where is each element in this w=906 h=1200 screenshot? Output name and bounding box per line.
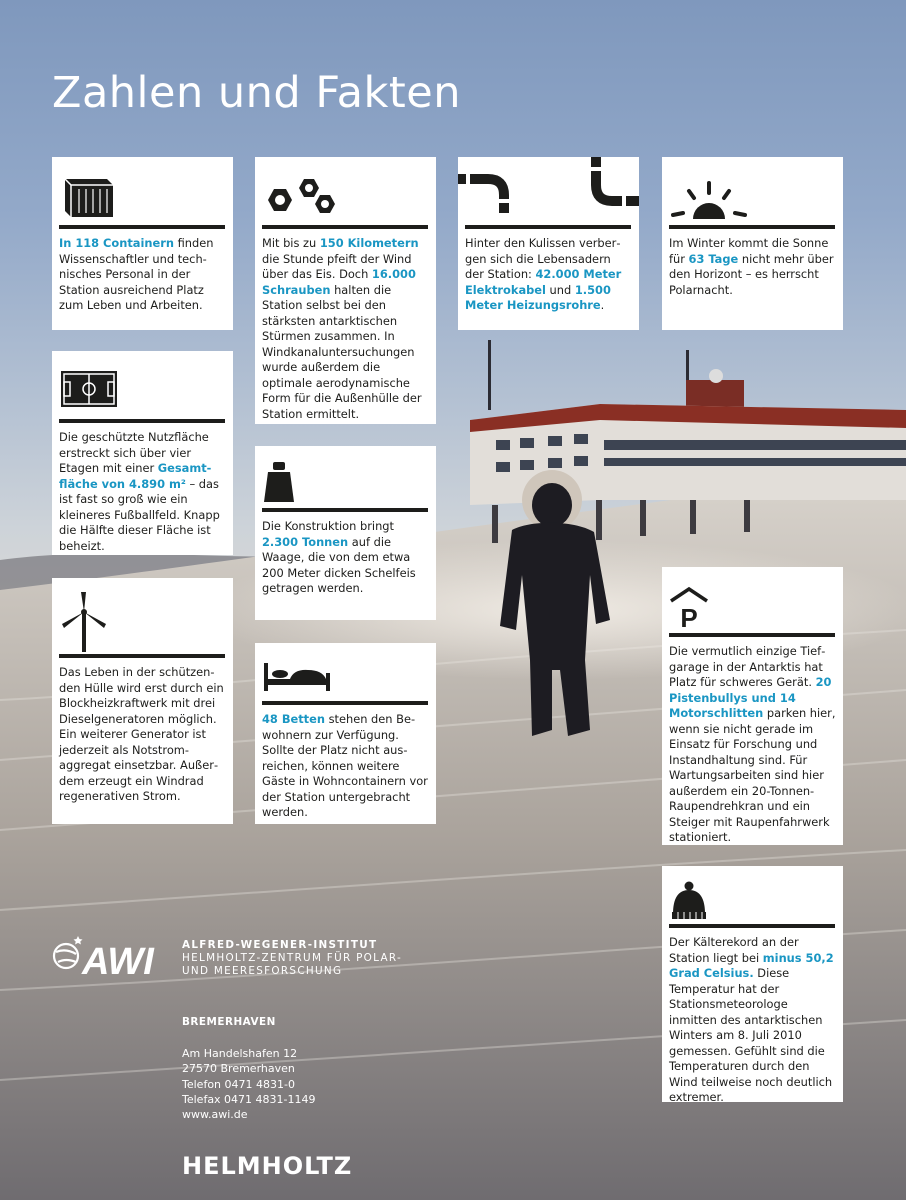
text-segment: Die vermutlich einzige Tiefgarage in der Antarktis hat Platz für schweres Gerät. [669, 644, 826, 689]
card-text [669, 236, 837, 298]
card-text [262, 236, 430, 422]
card-divider [59, 225, 225, 229]
sunset-icon [669, 179, 749, 221]
awi-wordmark: AWI [82, 941, 154, 980]
highlight-figure: 48 Betten [262, 712, 325, 726]
card-divider [465, 225, 631, 229]
card-wind-screws [255, 157, 436, 424]
card-cold-record [662, 866, 843, 1102]
highlight-figure: 42.000 Meter Elektrokabel [465, 267, 622, 297]
text-segment: Im Winter kommt die Sonne für [669, 236, 829, 266]
card-divider [262, 508, 428, 512]
institute-name: ALFRED-WEGENER-INSTITUT HELMHOLTZ-ZENTRUM FÜR POLAR- UND MEERESFORSCHUNG [182, 939, 403, 977]
highlight-figure: 150 Kilometern [319, 236, 419, 250]
card-text [59, 665, 227, 805]
nuts-icon [262, 175, 342, 221]
text-segment: stehen den Bewohnern zur Verfügung. Sollte der Platz nicht ausreichen, können weitere Gäste in Wohncontainern vor der Station untergebracht werden. [262, 712, 428, 819]
text-segment: Das Leben in der schützenden Hülle wird erst durch ein Blockheizkraftwerk mit drei Dieselgeneratoren möglich. Ein weiterer Generator ist jederzeit als Notstromaggregat einsetzbar. Außerdem erzeugt ein Windrad regenerativen Strom. [59, 665, 224, 803]
text-segment: – das ist fast so groß wie ein kleineres Fußballfeld. Knapp die Hälfte dieser Fläche ist beheizt. [59, 476, 220, 553]
highlight-figure: 16.000 Schrauben [262, 267, 416, 297]
text-segment: Mit bis zu [262, 236, 320, 250]
city-label: BREMERHAVEN [182, 1016, 276, 1028]
svg-text:P: P [680, 603, 698, 629]
text-segment: finden Wissenschaftler und technisches Personal in der Station ausreichend Platz zum Leben und Arbeiten. [59, 236, 214, 312]
text-segment: . [600, 298, 605, 312]
address-zip: 27570 Bremerhaven [182, 1062, 295, 1076]
card-usable-area [52, 351, 233, 555]
card-divider [669, 633, 835, 637]
card-power-supply [52, 578, 233, 824]
card-text [669, 935, 837, 1106]
card-text [669, 644, 837, 846]
text-segment: auf die Waage, die von dem etwa 200 Meter dicken Schelfeis getragen werden. [262, 534, 416, 595]
card-divider [669, 225, 835, 229]
text-segment: Der Kälterekord an der Station liegt bei [669, 935, 799, 965]
text-segment: Die geschützte Nutzfläche erstreckt sich über vier Etagen mit einer [59, 430, 209, 475]
parking-garage-icon [669, 585, 709, 629]
text-segment: Die Konstruktion bringt [262, 519, 394, 533]
text-segment: Hinter den Kulissen verbergen sich die Lebensadern der Station: [465, 236, 621, 281]
text-segment: nicht mehr über den Horizont – es herrscht Polarnacht. [669, 251, 834, 297]
helmholtz-logo: HELMHOLTZ [182, 1152, 353, 1180]
bed-icon [262, 659, 332, 693]
card-containers [52, 157, 233, 330]
address-phone: Telefon 0471 4831-0 [182, 1077, 295, 1091]
card-beds [255, 643, 436, 824]
address-block [182, 1046, 316, 1122]
card-text [59, 236, 227, 314]
card-underground-garage [662, 567, 843, 845]
card-polar-night [662, 157, 843, 330]
container-icon [59, 175, 119, 221]
text-segment: und [545, 282, 575, 297]
highlight-figure: Gesamtfläche von 4.890 m² [59, 461, 212, 491]
card-divider [262, 701, 428, 705]
card-text [262, 519, 430, 597]
page-title: Zahlen und Fakten [52, 68, 461, 118]
card-text [262, 712, 430, 821]
card-divider [59, 419, 225, 423]
weight-icon [262, 460, 296, 504]
text-segment: parken hier, wenn sie nicht gerade im Einsatz für Forschung und Instandhaltung sind. Für Wartungsarbeiten sind hier außerdem ein 20-Tonnen-Raupendrehkran und ein Steiger mit Raupenfahrwerk stationiert. [669, 706, 836, 844]
address-website[interactable]: www.awi.de [182, 1108, 248, 1122]
highlight-figure: minus 50,2 Grad Celsius. [669, 950, 834, 980]
highlight-figure: 63 Tage [688, 251, 739, 266]
text-segment: halten die Station selbst bei den stärksten antarktischen Stürmen zusammen. In Windkanaluntersuchungen wurde außerdem die optimale aerodynamische Form für die Außenhülle der Station ermittelt. [262, 282, 422, 421]
card-cables-pipes [458, 157, 639, 330]
card-text [59, 430, 227, 554]
card-divider [262, 225, 428, 229]
pipes-icon [458, 157, 639, 217]
highlight-figure: 20 Pistenbullys und 14 Motorschlitten [669, 675, 832, 720]
address-fax: Telefax 0471 4831-1149 [182, 1092, 316, 1106]
card-divider [669, 924, 835, 928]
wind-turbine-icon [59, 592, 109, 652]
highlight-figure: 1.500 Meter Heizungsrohre [465, 282, 611, 312]
highlight-figure: 2.300 Tonnen [262, 534, 349, 549]
card-construction-weight [255, 446, 436, 620]
address-street: Am Handelshafen 12 [182, 1047, 298, 1060]
beanie-icon [669, 880, 709, 920]
text-segment: die Stunde pfeift der Wind über das Eis. Doch [262, 251, 412, 281]
text-segment: Diese Temperatur hat der Stationsmeteorologe inmitten des antarktischen Winters am 8. Juli 2010 gemessen. Gefühlt sind die Temperaturen durch den Wind teilweise noch deutlich extremer. [669, 966, 833, 1104]
highlight-figure: In 118 Containern [59, 236, 174, 250]
card-text [465, 236, 633, 314]
card-divider [59, 654, 225, 658]
football-field-icon [59, 369, 119, 409]
